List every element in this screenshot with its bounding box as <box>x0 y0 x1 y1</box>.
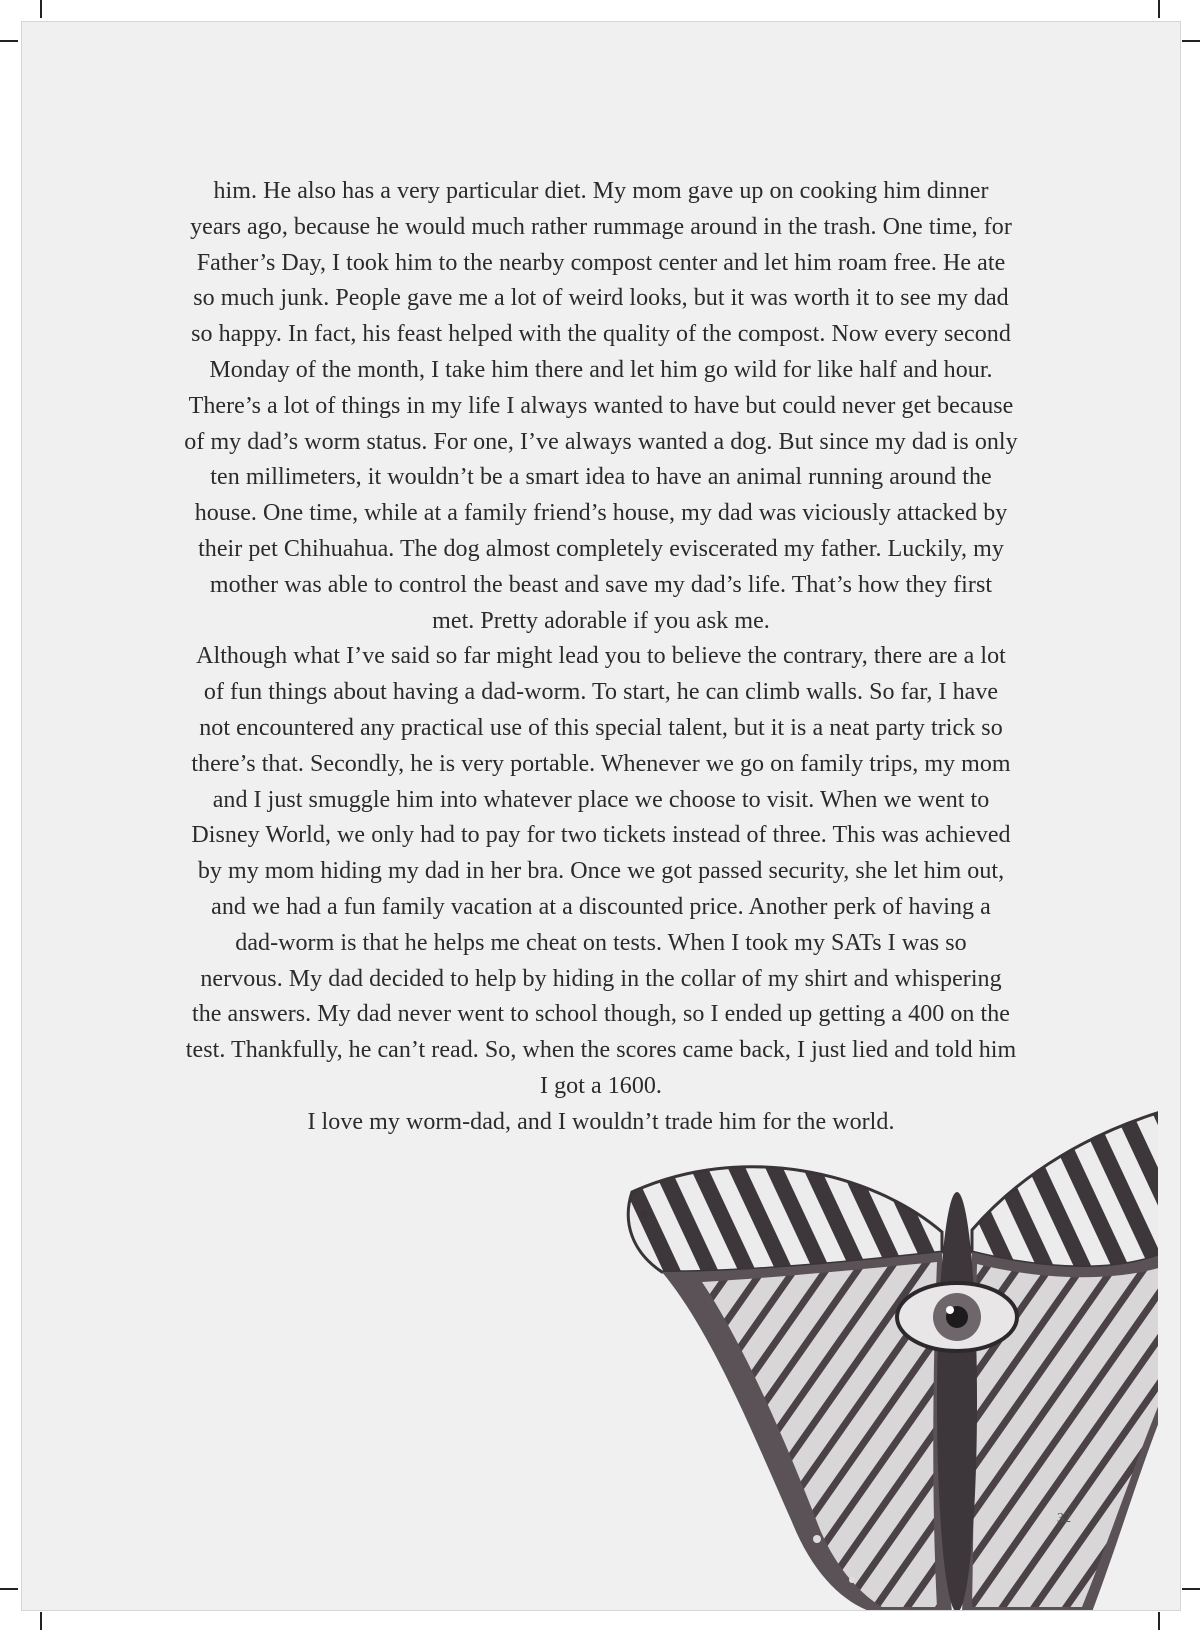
crop-mark <box>1182 1588 1200 1590</box>
text-line: Although what I’ve said so far might lead you to believe the contrary, there are a lot <box>196 643 1006 670</box>
text-line: not encountered any practical use of this special talent, but it is a neat party trick so <box>199 714 1003 741</box>
text-line: I got a 1600. <box>540 1072 662 1099</box>
text-line: dad-worm is that he helps me cheat on tests. When I took my SATs I was so <box>235 929 967 956</box>
text-line: ten millimeters, it wouldn’t be a smart idea to have an animal running around the <box>210 464 992 491</box>
crop-mark <box>1158 1612 1160 1630</box>
butterfly-illustration <box>622 1102 1181 1611</box>
crop-mark <box>1158 0 1160 18</box>
crop-mark <box>40 0 42 18</box>
text-line: him. He also has a very particular diet. My mom gave up on cooking him dinner <box>213 178 989 204</box>
text-line: so happy. In fact, his feast helped with the quality of the compost. Now every second <box>191 321 1011 348</box>
text-line: and we had a fun family vacation at a discounted price. Another perk of having a <box>211 893 991 920</box>
text-line: Monday of the month, I take him there and let him go wild for like half and hour. <box>209 356 993 383</box>
text-line: there’s that. Secondly, he is very portable. Whenever we go on family trips, my mom <box>191 750 1011 777</box>
text-line: the answers. My dad never went to school though, so I ended up getting a 400 on the <box>192 1001 1010 1028</box>
text-line: and I just smuggle him into whatever place we choose to visit. When we went to <box>212 786 990 813</box>
text-line: nervous. My dad decided to help by hiding in the collar of my shirt and whispering <box>200 965 1002 992</box>
crop-mark <box>0 1588 18 1590</box>
crop-mark <box>40 1612 42 1630</box>
text-line: I love my worm-dad, and I wouldn’t trade him for the world. <box>307 1108 895 1135</box>
text-line: Father’s Day, I took him to the nearby compost center and let him roam free. He ate <box>196 249 1006 276</box>
page <box>21 21 1181 1611</box>
text-line: Disney World, we only had to pay for two tickets instead of three. This was achieved <box>191 822 1011 849</box>
body-text <box>142 174 1060 1141</box>
text-line: mother was able to control the beast and save my dad’s life. That’s how they first <box>209 571 993 598</box>
text-line: years ago, because he would much rather rummage around in the trash. One time, for <box>190 213 1012 240</box>
text-line: met. Pretty adorable if you ask me. <box>432 607 770 634</box>
text-line: of fun things about having a dad-worm. To start, he can climb walls. So far, I have <box>203 679 999 706</box>
text-line: by my mom hiding my dad in her bra. Once we got passed security, she let him out, <box>197 858 1005 885</box>
text-line: test. Thankfully, he can’t read. So, when the scores came back, I just lied and told him <box>185 1037 1017 1064</box>
text-line: house. One time, while at a family friend’s house, my dad was viciously attacked by <box>194 500 1008 527</box>
text-line: their pet Chihuahua. The dog almost completely eviscerated my father. Luckily, my <box>198 535 1004 562</box>
text-line: There’s a lot of things in my life I always wanted to have but could never get because <box>188 392 1014 419</box>
page-number: 32 <box>1057 1511 1071 1526</box>
crop-mark <box>0 40 18 42</box>
text-line: so much junk. People gave me a lot of weird looks, but it was worth it to see my dad <box>193 285 1009 312</box>
text-line: of my dad’s worm status. For one, I’ve always wanted a dog. But since my dad is only <box>184 428 1018 455</box>
crop-mark <box>1182 40 1200 42</box>
